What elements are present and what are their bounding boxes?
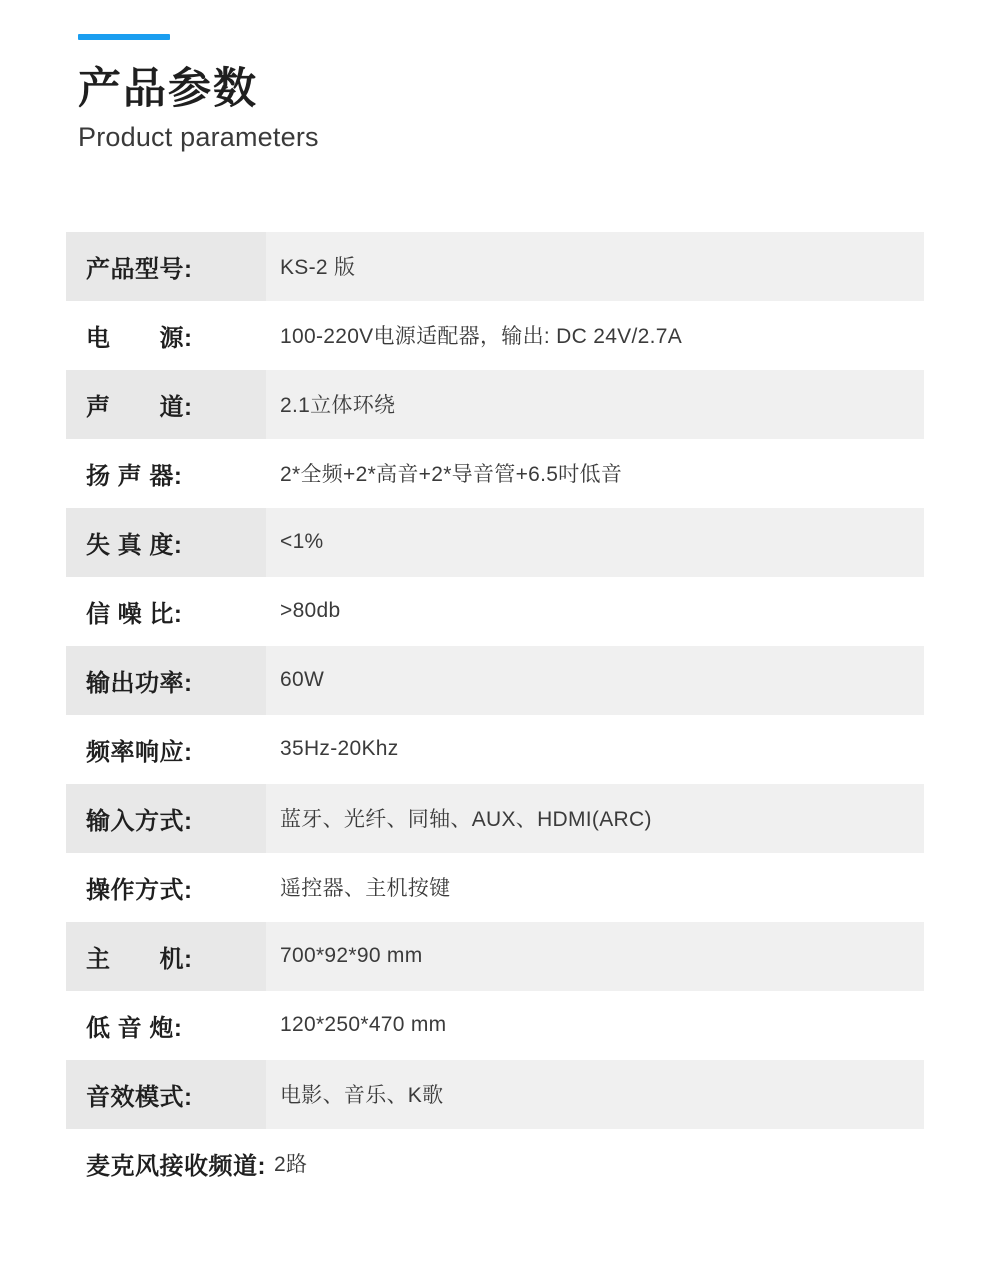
table-row [66,439,924,508]
table-row [66,853,924,922]
spec-value: KS-2 版 [266,232,924,301]
spec-label: 产品型号: [66,232,266,301]
spec-label: 频率响应: [86,738,193,766]
table-row [66,1129,924,1198]
spec-value: 2路 [274,1153,308,1177]
page-title-cn: 产品参数 [78,65,258,113]
spec-value: <1% [266,508,924,577]
spec-value: 2*全频+2*高音+2*导音管+6.5吋低音 [280,463,623,487]
table-row [66,922,924,991]
spec-label: 输出功率: [66,646,266,715]
spec-value: >80db [280,599,341,623]
spec-label: 音效模式: [66,1060,266,1129]
table-row [66,1060,924,1129]
spec-label: 电 源: [86,324,193,352]
table-row [66,370,924,439]
spec-value: 700*92*90 mm [266,922,924,991]
spec-label: 操作方式: [86,876,193,904]
spec-label: 低 音 炮: [86,1014,183,1042]
spec-label: 麦克风接收频道: [86,1152,266,1180]
table-row [66,715,924,784]
spec-value: 100-220V电源适配器，输出: DC 24V/2.7A [280,325,683,349]
spec-value: 2.1立体环绕 [266,370,924,439]
spec-table [0,232,990,1198]
table-row [66,301,924,370]
spec-label: 失 真 度: [66,508,266,577]
spec-label: 扬 声 器: [86,462,183,490]
spec-label: 输入方式: [66,784,266,853]
table-row [66,991,924,1060]
table-row [66,577,924,646]
spec-value: 蓝牙、光纤、同轴、AUX、HDMI(ARC) [266,784,924,853]
spec-value: 遥控器、主机按键 [280,877,451,901]
spec-value: 60W [266,646,924,715]
accent-bar [78,34,170,40]
spec-label: 主 机: [66,922,266,991]
table-row [66,508,924,577]
spec-value: 电影、音乐、K歌 [266,1060,924,1129]
spec-value: 120*250*470 mm [280,1013,447,1037]
table-row [66,784,924,853]
table-row [66,232,924,301]
spec-label: 信 噪 比: [86,600,183,628]
table-row [66,646,924,715]
page-title-en: Product parameters [78,122,319,153]
page-header [0,0,990,154]
spec-value: 35Hz-20Khz [280,737,399,761]
spec-label: 声 道: [66,370,266,439]
